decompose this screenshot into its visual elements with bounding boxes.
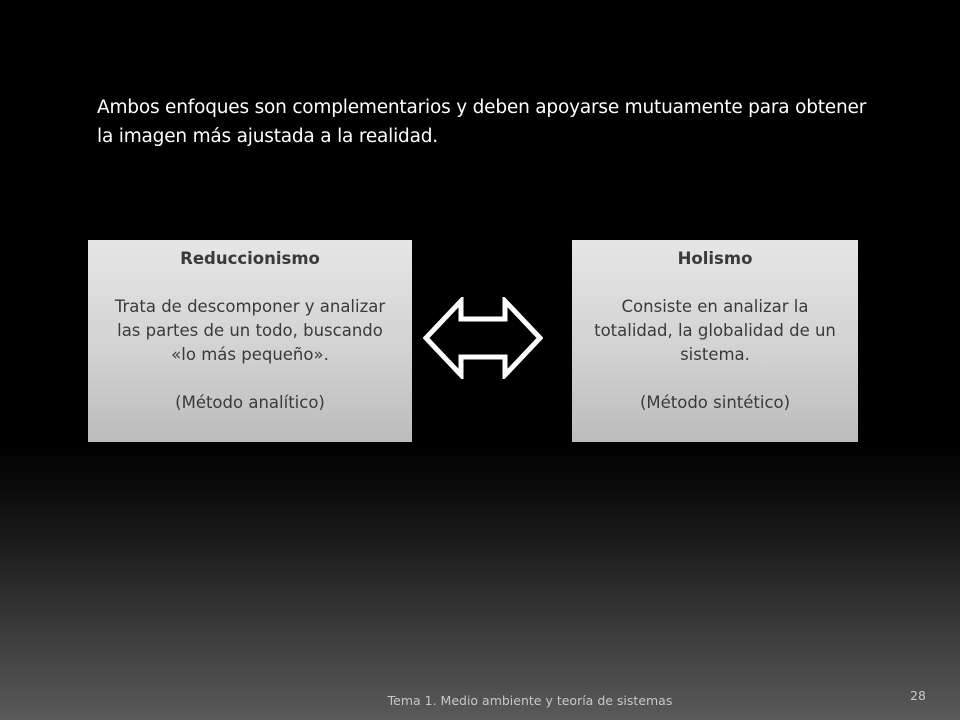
holismo-description: Consiste en analizar la totalidad, la globalidad de un sistema. bbox=[594, 297, 836, 364]
slide-footer: Tema 1. Medio ambiente y teoría de sistemas bbox=[387, 693, 673, 708]
page-number: 28 bbox=[910, 688, 926, 703]
reduccionismo-box bbox=[88, 240, 412, 442]
holismo-method: (Método sintético) bbox=[639, 393, 791, 412]
holismo-box bbox=[572, 240, 858, 442]
holismo-title: Holismo bbox=[677, 249, 753, 268]
slide-heading: Ambos enfoques son complementarios y deben apoyarse mutuamente para obtener la imagen más ajustada a la realidad. bbox=[97, 97, 867, 147]
reduccionismo-method: (Método analítico) bbox=[175, 393, 325, 412]
reduccionismo-description: Trata de descomponer y analizar las partes de un todo, buscando «lo más pequeño». bbox=[114, 297, 386, 364]
double-arrow-icon bbox=[423, 297, 543, 379]
reduccionismo-title: Reduccionismo bbox=[180, 249, 320, 268]
